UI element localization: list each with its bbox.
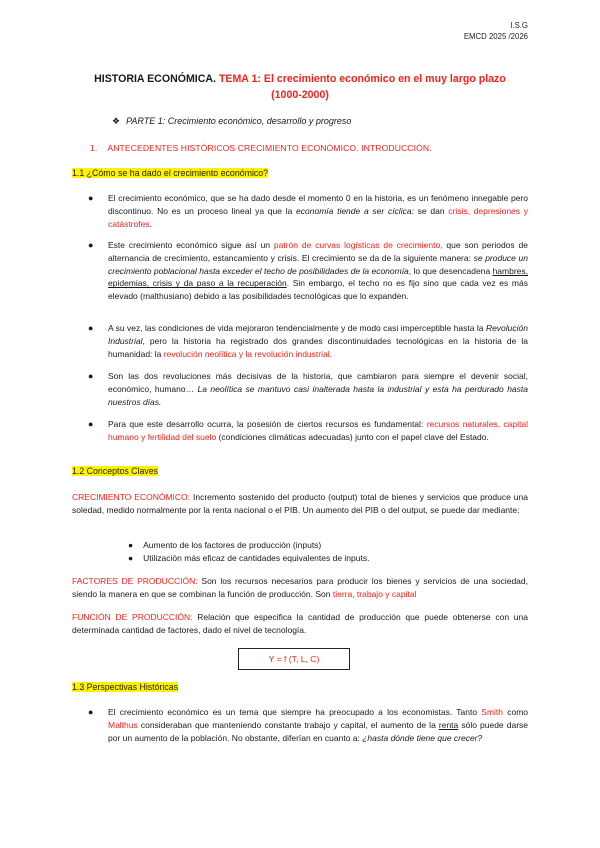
production-function-formula: Y = f (T, L, C) [238,648,350,670]
text-run: , lo que desencadena [408,265,493,276]
title-years: (1000-2000) [271,89,329,101]
bullet-item-6 [88,706,528,744]
diamond-bullet-icon: ❖ [112,116,121,126]
header-institution: I.S.G [510,21,528,30]
text-run: . [149,218,152,229]
page-header [464,20,528,42]
highlight-run: patrón de curvas logísticas de crecimiento, [273,240,443,250]
highlight-run: crisis, depresiones y catástrofes [108,205,528,229]
part-heading [112,116,351,127]
italic-run: La neolítica se mantuvo casi inalterada hasta la industrial y esta ha perdurado hasta nuestros días. [108,383,528,407]
part-text: PARTE 1: Crecimiento económico, desarrollo y progreso [126,116,352,126]
text-run: que son periodos de alternancia de crecimiento, estancamiento y crisis. El crecimiento se da de la siguiente manera: [108,240,528,263]
text-run: se dan [413,205,449,216]
definition-text: Relación que especifica la cantidad de producción que puede obtenerse con una determinada cantidad de factores, dado el nivel de tecnología. [72,612,528,635]
subsection-1-2-title: 1.2 Conceptos Claves [72,466,159,476]
definition-funcion [72,611,528,637]
header-course: EMCD 2025 /2026 [463,32,528,41]
bullet-icon: ● [88,419,94,429]
text-run: El crecimiento económico, que se ha dado desde el momento 0 en la historia, es un fenómeno innegable pero discontinuo. No es un proceso lineal ya que la [108,193,528,216]
text-run: , pero la historia ha registrado dos grandes discontinuidades tecnológicas en la historia de la humanidad: la [108,335,528,359]
highlight-run: tierra, trabajo y capital [332,588,417,599]
italic-run: se produce un crecimiento poblacional hasta exceder el techo de posibilidades de la economía [108,252,528,276]
bullet-item-2 [88,239,528,303]
sub-list-text: Utilización más eficaz de cantidades equivalentes de inputs. [143,553,370,563]
definition-crecimiento [72,491,528,517]
text-run: consideraban que manteniendo constante trabajo y capital, el aumento de la [137,719,439,730]
text-run: sólo puede darse por un aumento de la población. No obstante, diferían en cuanto a: [108,719,528,743]
text-run: Son las dos revoluciones más decisivas de la historia, que cambiaron para siempre el devenir social, económico, humano… [108,371,528,394]
subsection-1-2-heading [72,466,158,476]
text-run: . [329,348,332,359]
bullet-icon: ● [88,240,94,250]
bullet-icon: ● [88,193,94,203]
text-run: El crecimiento económico es un tema que siempre ha preocupado a los economistas. Tanto [108,707,482,717]
subsection-1-3-heading [72,682,178,692]
bullet-item-4 [88,370,528,408]
definition-term: CRECIMIENTO ECONÓMICO: [72,492,191,502]
definition-term: FACTORES DE PRODUCCIÓN: [72,576,198,586]
text-run: (condiciones climáticas adecuadas) junto con el papel clave del Estado. [216,431,489,442]
bullet-item-1 [88,192,528,230]
author-smith: Smith [481,707,504,717]
title-prefix: HISTORIA ECONÓMICA. [94,73,216,85]
italic-run: Revolución Industrial [108,323,528,346]
bullet-icon: ● [88,371,94,381]
title-rest: El crecimiento económico en el muy largo plazo [263,73,506,85]
text-run: A su vez, las condiciones de vida mejoraron tendencialmente y de modo casi imperceptible hasta la [108,323,486,333]
bullet-item-5 [88,418,528,444]
italic-run: economía tiende a ser cíclica: [296,205,414,216]
text-run: como [503,707,528,717]
definition-text: Incremento sostenido del producto (output) total de bienes y servicios que produce una soledad, medido normalmente por la renta nacional o el PIB. Un aumento del PIB o del output, se puede dar mediante: [72,492,528,515]
bullet-icon: ● [88,707,94,717]
sub-list-item [128,552,369,565]
sub-list-text: Aumento de los factores de producción (inputs) [143,540,322,550]
bullet-icon: ● [128,553,134,563]
text-run: Este crecimiento económico sigue así un [108,240,274,250]
underlined-run: renta [438,719,459,730]
section-text: ANTECEDENTES HISTÓRICOS CRECIMIENTO ECONÓMICO. INTRODUCCIÓN. [107,143,432,153]
section-heading-antecedentes [90,143,432,153]
bullet-icon: ● [128,540,134,550]
text-run: . Sin embargo, el techo no es fijo sino que cada vez es más elevado (malthusiano) debido a las posibilidades tecnológicas que lo expanden. [108,278,528,302]
section-number: 1. [90,143,98,153]
subsection-1-1-title: 1.1 ¿Cómo se ha dado el crecimiento económico? [72,168,269,178]
italic-run: ¿hasta dónde tiene que crecer? [362,732,483,743]
definition-term: FUNCIÓN DE PRODUCCIÓN: [72,612,193,622]
highlight-run: recursos naturales, capital humano y fertilidad del suelo [108,419,529,442]
highlight-run: revolución neolítica y la revolución industrial [163,348,330,359]
underlined-run: hambres, epidemias, crisis y da paso a la recuperación [108,265,528,289]
bullet-item-3 [88,322,528,360]
author-malthus: Malthus [108,719,138,730]
definition-text: Son los recursos necesarios para producir los bienes y servicios de una sociedad, siendo la manera en que se combinan la función de producción. Son [72,576,529,599]
document-title [72,71,528,103]
text-run: Para que este desarrollo ocurra, la posesión de ciertos recursos es fundamental: [108,419,427,429]
sub-list-item [128,539,321,552]
definition-factores [72,575,528,601]
title-tema: TEMA 1: [218,73,261,85]
bullet-icon: ● [88,323,94,333]
subsection-1-3-title: 1.3 Perspectivas Históricas [72,682,179,692]
subsection-1-1-heading [72,168,268,178]
